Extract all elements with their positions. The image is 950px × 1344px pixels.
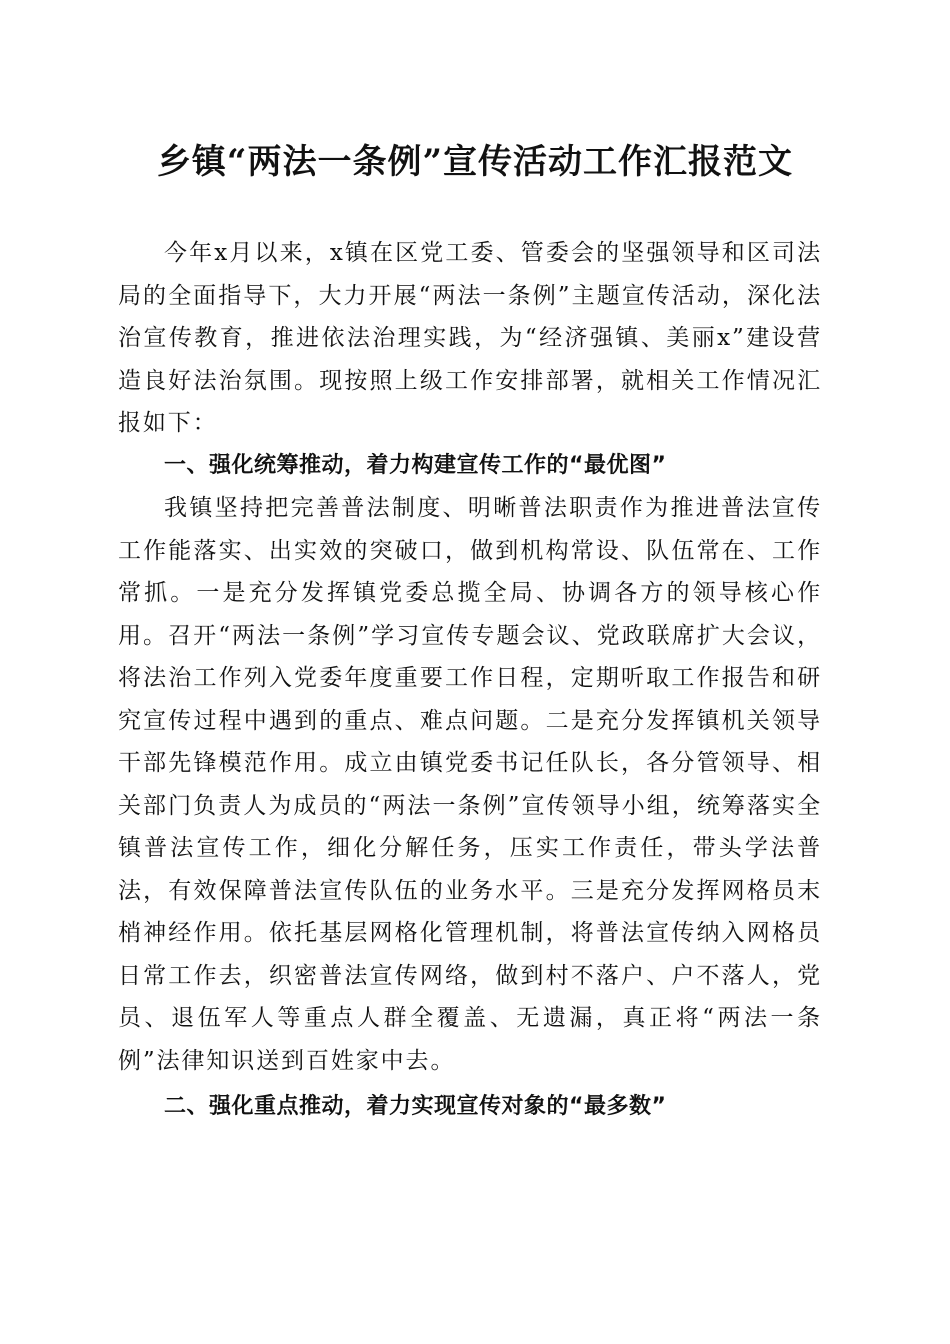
- document-body: [118, 232, 822, 1129]
- intro-paragraph: 今年x月以来，x镇在区党工委、管委会的坚强领导和区司法局的全面指导下，大力开展“两法一条例”主题宣传活动，深化法治宣传教育，推进依法治理实践，为“经济强镇、美丽x”建设营造良好法治氛围。现按照上级工作安排部署，就相关工作情况汇报如下：: [118, 240, 822, 436]
- document-title: 乡镇“两法一条例”宣传活动工作汇报范文: [156, 142, 794, 182]
- section-1-paragraph: 我镇坚持把完善普法制度、明晰普法职责作为推进普法宣传工作能落实、出实效的突破口，做到机构常设、队伍常在、工作常抓。一是充分发挥镇党委总揽全局、协调各方的领导核心作用。召开“两法一条例”学习宣传专题会议、党政联席扩大会议，将法治工作列入党委年度重要工作日程，定期听取工作报告和研究宣传过程中遇到的重点、难点问题。二是充分发挥镇机关领导干部先锋模范作用。成立由镇党委书记任队长，各分管领导、相关部门负责人为成员的“两法一条例”宣传领导小组，统筹落实全镇普法宣传工作，细化分解任务，压实工作责任，带头学法普法，有效保障普法宣传队伍的业务水平。三是充分发挥网格员末梢神经作用。依托基层网格化管理机制，将普法宣传纳入网格员日常工作去，织密普法宣传网络，做到村不落户、户不落人，党员、退伍军人等重点人群全覆盖、无遗漏，真正将“两法一条例”法律知识送到百姓家中去。: [118, 495, 822, 1074]
- section-heading-2: 二、强化重点推动，着力实现宣传对象的“最多数”: [164, 1094, 667, 1119]
- section-heading-1: 一、强化统筹推动，着力构建宣传工作的“最优图”: [164, 452, 667, 478]
